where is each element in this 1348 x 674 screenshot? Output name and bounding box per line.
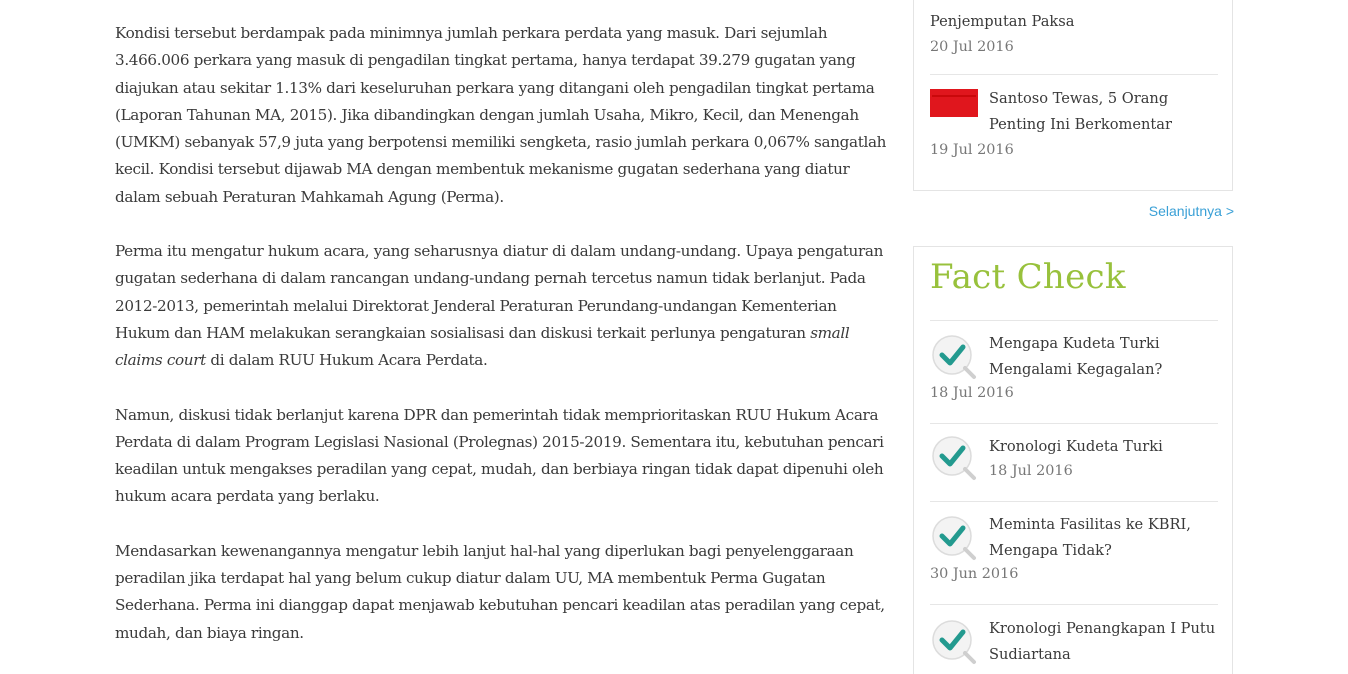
article-paragraph-3: Namun, diskusi tidak berlanjut karena DPR dan pemerintah tidak memprioritaskan RUU Hukum Acara Perdata di dalam Program Legislasi Nasional (Prolegnas) 2015-2019. Sementara itu, kebutuhan pencari keadilan untuk mengakses peradilan yang cepat, mudah, dan berbiaya ringan tidak dapat dipenuhi oleh hukum acara perdata yang berlaku.	[115, 405, 884, 506]
next-link[interactable]: Selanjutnya >	[1148, 203, 1234, 219]
checkmark-magnifier-icon	[930, 618, 978, 666]
fact-check-date: 30 Jun 2016	[930, 566, 1019, 582]
fact-check-title[interactable]: Kronologi Penangkapan I Putu Sudiartana	[989, 620, 1216, 663]
article-paragraph-4: Mendasarkan kewenangannya mengatur lebih lanjut hal-hal yang diperlukan bagi penyelenggaraan peradilan jika terdapat hal yang belum cukup diatur dalam UU, MA membentuk Perma Gugatan Sederhana. Perma ini dianggap dapat menjawab kebutuhan pencari keadilan atas peradilan yang cepat, mudah, dan biaya ringan.	[115, 541, 885, 642]
article-body	[115, 20, 895, 674]
fact-check-date: 18 Jul 2016	[989, 462, 1073, 479]
article-paragraph-1: Kondisi tersebut berdampak pada minimnya jumlah perkara perdata yang masuk. Dari sejumlah 3.466.006 perkara yang masuk di pengadilan tingkat pertama, hanya terdapat 39.279 gugatan yang diajukan atau sekitar 1.13% dari keseluruhan perkara yang ditangani oleh pengadilan tingkat pertama (Laporan Tahunan MA, 2015). Jika dibandingkan dengan jumlah Usaha, Mikro, Kecil, dan Menengah (UMKM) sebanyak 57,9 juta yang berpotensi memiliki sengketa, rasio jumlah perkara 0,067% sangatlah kecil. Kondisi tersebut dijawab MA dengan membentuk mekanisme gugatan sederhana yang diatur dalam sebuah Peraturan Mahkamah Agung (Perma).	[115, 24, 887, 206]
paragraph-2-text-end: di dalam RUU Hukum Acara Perdata.	[205, 351, 488, 370]
fact-check-box	[913, 246, 1233, 674]
related-news-title[interactable]: Penjemputan Paksa	[930, 13, 1075, 30]
fact-check-item[interactable]	[930, 616, 1218, 667]
related-news-item[interactable]	[930, 9, 1218, 57]
related-news-date: 19 Jul 2016	[930, 142, 1014, 158]
related-news-title[interactable]: Santoso Tewas, 5 Orang Penting Ini Berkomentar	[989, 90, 1172, 133]
checkmark-magnifier-icon	[930, 434, 978, 482]
fact-check-title[interactable]: Meminta Fasilitas ke KBRI, Mengapa Tidak?	[989, 516, 1191, 559]
fact-check-item[interactable]	[930, 331, 1218, 403]
fact-check-title[interactable]: Kronologi Kudeta Turki	[989, 438, 1163, 455]
divider	[930, 604, 1218, 605]
article-paragraph-2	[115, 238, 895, 374]
related-news-date: 20 Jul 2016	[930, 38, 1014, 55]
divider	[930, 320, 1218, 321]
paragraph-2-italic-term: small claims court	[115, 323, 850, 370]
fact-check-title[interactable]: Mengapa Kudeta Turki Mengalami Kegagalan?	[989, 335, 1163, 378]
divider	[930, 501, 1218, 502]
related-news-box	[913, 0, 1233, 191]
paragraph-2-text-start: Perma itu mengatur hukum acara, yang seharusnya diatur di dalam undang-undang. Upaya pengaturan gugatan sederhana di dalam rancangan undang-undang pernah tercetus namun tidak berlanjut. Pada 2012-2013, pemerintah melalui Direktorat Jenderal Peraturan Perundang-undangan Kementerian Hukum dan HAM melakukan serangkaian sosialisasi dan diskusi terkait perlunya pengaturan	[115, 242, 884, 342]
checkmark-magnifier-icon	[930, 514, 978, 562]
related-news-item[interactable]	[930, 75, 1218, 160]
fact-check-item[interactable]	[930, 434, 1218, 481]
checkmark-magnifier-icon	[930, 333, 978, 381]
news-thumbnail[interactable]	[930, 89, 978, 117]
fact-check-date: 18 Jul 2016	[930, 385, 1014, 401]
fact-check-heading: Fact Check	[930, 257, 1126, 297]
divider	[930, 423, 1218, 424]
fact-check-item[interactable]	[930, 512, 1218, 584]
